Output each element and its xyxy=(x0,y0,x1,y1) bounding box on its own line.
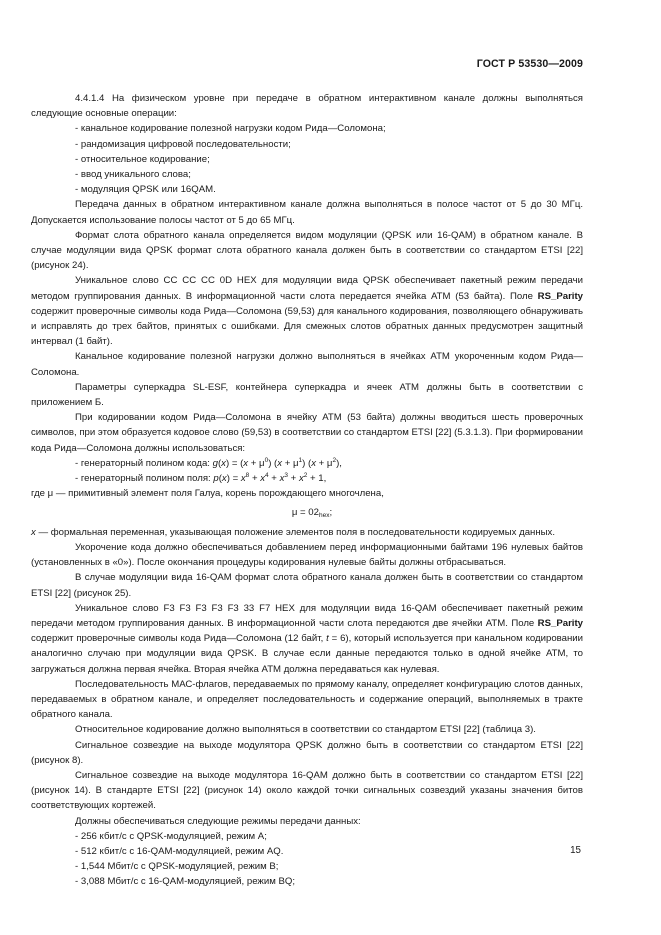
list-item: - канальное кодирование полезной нагрузки кодом Рида—Соломона; xyxy=(75,123,386,135)
field-polynomial: - генераторный полином поля: $p(x) = x^8 + x^4 + x^3 + x^2 + 1$, xyxy=(75,472,327,485)
section-4-4-1-4-intro: 4.4.1.4 На физическом уровне при передаче в обратном интерактивном канале должны выполняться следующие основные операции: xyxy=(31,93,583,120)
rs-parity-field: RS_Parity xyxy=(537,617,583,629)
generator-formula: $g(x) = (x + \mu^0)$ $(x + \mu^1)$ $(x + \mu^2)$, xyxy=(212,456,342,469)
rs-parity-field: RS_Parity xyxy=(537,290,583,302)
list-item: - 512 кбит/с с 16-QAM-модуляцией, режим AQ. xyxy=(75,845,284,857)
paragraph-superframe-params: Параметры суперкадра SL-ESF, контейнера суперкадра и ячеек АТМ должны быть в соответствии с приложением Б. xyxy=(31,381,583,409)
document-body xyxy=(31,91,583,890)
mu-formula: $\mu = 02_{hex}$; xyxy=(291,507,333,520)
paragraph-16qam-slot: В случае модуляции вида 16-QAM формат слота обратного канала должен быть в соответствии со стандартом ETSI [22] (рисунок 25). xyxy=(31,572,583,599)
paragraph-16qam-constellation: Сигнальное созвездие на выходе модулятора 16-QAM должно быть в соответствии со стандартом ETSI [22] (рисунок 14). В стандарте ETSI [22] (рисунок 14) около каждой точки сигнальных созвездий указаны значения битов соответствующих кортежей. xyxy=(31,769,583,812)
paragraph-frequency-band: Передача данных в обратном интерактивном канале должна выполняться в полосе частот от 5 до 30 МГц. Допускается использование полосы частот от 5 до 65 МГц. xyxy=(31,199,583,226)
field-formula: $p(x) = x^8 + x^4 + x^3 + x^2 + 1$, xyxy=(213,472,327,485)
paragraph-shortened-code: Канальное кодирование полезной нагрузки должно выполняться в ячейках АТМ укороченным кодом Рида—Соломона. xyxy=(31,351,583,378)
list-item: - рандомизация цифровой последовательности; xyxy=(75,138,291,150)
document-standard-header: ГОСТ Р 53530—2009 xyxy=(476,58,583,70)
paragraph-formal-variable: x — формальная переменная, указывающая положение элементов поля в последовательности кодируемых данных. xyxy=(31,526,555,538)
paragraph-transmission-modes: Должны обеспечиваться следующие режимы передачи данных: xyxy=(75,815,361,827)
list-item: - ввод уникального слова; xyxy=(75,169,191,181)
list-item: - 3,088 Мбит/с с 16-QAM-модуляцией, режим BQ; xyxy=(75,876,295,888)
paragraph-unique-word-16qam: Уникальное слово F3 F3 F3 F3 F3 33 F7 HEX для модуляции вида 16-QAM обеспечивает пакетный режим передачи методом группирования данных. В информационной части слота передаются две ячейки АТМ. Поле RS_Parity содержит проверочные символы кода Рида—Соломона (12 байт, t = 6), который используется при канальном кодировании аналогично случаю при модуляции вида QPSK. В случае если данные передаются только в одной ячейке АТМ, то загружаться должна первая ячейка. Вторая ячейка АТМ должна передаваться как нулевая. xyxy=(31,602,583,675)
uw2-rest: содержит проверочные символы кода Рида—Соломона (12 байт, t = 6), который используется при канальном кодировании аналогично случаю при модуляции вида QPSK. В случае если данные передаются только в одной ячейке АТМ, то загружаться должна первая ячейка. Вторая ячейка АТМ должна передаваться как нулевая. xyxy=(31,633,583,675)
paragraph-qpsk-constellation: Сигнальное созвездие на выходе модулятора QPSK должно быть в соответствии со стандартом ETSI [22] (рисунок 8). xyxy=(31,739,583,766)
generator-polynomial: - генераторный полином кода: $g(x) = (x + \mu^0)$ $(x + \mu^1)$ $(x + \mu^2)$, xyxy=(75,456,342,469)
paragraph-relative-coding: Относительное кодирование должно выполняться в соответствии со стандартом ETSI [22] (таблица 3). xyxy=(75,724,536,736)
list-item: - относительное кодирование; xyxy=(75,153,210,165)
paragraph-primitive-element: где μ — примитивный элемент поля Галуа, корень порождающего многочлена, xyxy=(31,488,384,500)
list-item: - модуляция QPSK или 16QAM. xyxy=(75,184,216,196)
list-item: - 1,544 Мбит/с с QPSK-модуляцией, режим B; xyxy=(75,861,279,873)
paragraph-mac-flags: Последовательность МАС-флагов, передаваемых по прямому каналу, определяет конфигурацию слотов данных, передаваемых в обратном канале, и определяет последовательность и содержание операций, выполняемых в тракте обратного канала. xyxy=(31,678,583,721)
list-item: - 256 кбит/с с QPSK-модуляцией, режим A; xyxy=(75,830,267,842)
paragraph-code-shortening: Укорочение кода должно обеспечиваться добавлением перед информационными байтами 196 нулевых байтов (установленных в «0»). После окончания процедуры кодирования нулевые байты должны отбрасываться. xyxy=(31,541,583,569)
paragraph-reed-solomon: При кодировании кодом Рида—Соломона в ячейку АТМ (53 байта) должны вводиться шесть проверочных символов, при этом образуется кодовое слово (59,53) в соответствии со стандартом ETSI [22] (5.3.1.3). При формировании кода Рида—Соломона должны использоваться: xyxy=(31,412,583,454)
paragraph-unique-word-qpsk: Уникальное слово CC CC CC 0D HEX для модуляции вида QPSK обеспечивает пакетный режим передачи методом группирования данных. В информационной части слота передается ячейка АТМ (53 байта). Поле RS_Parity содержит проверочные символы кода Рида—Соломона (59,53) для канального кодирования, позволяющего обнаруживать и исправлять до трех байтов, принятых с ошибками. Для смежных слотов обратных данных предусмотрен защитный интервал (1 байт). xyxy=(31,275,583,348)
paragraph-slot-format: Формат слота обратного канала определяется видом модуляции (QPSK или 16-QAM) в обратном канале. В случае модуляции вида QPSK формат слота обратного канала должен быть в соответствии со стандартом ETSI [22] (рисунок 24). xyxy=(31,229,583,272)
page-number: 15 xyxy=(570,845,581,856)
